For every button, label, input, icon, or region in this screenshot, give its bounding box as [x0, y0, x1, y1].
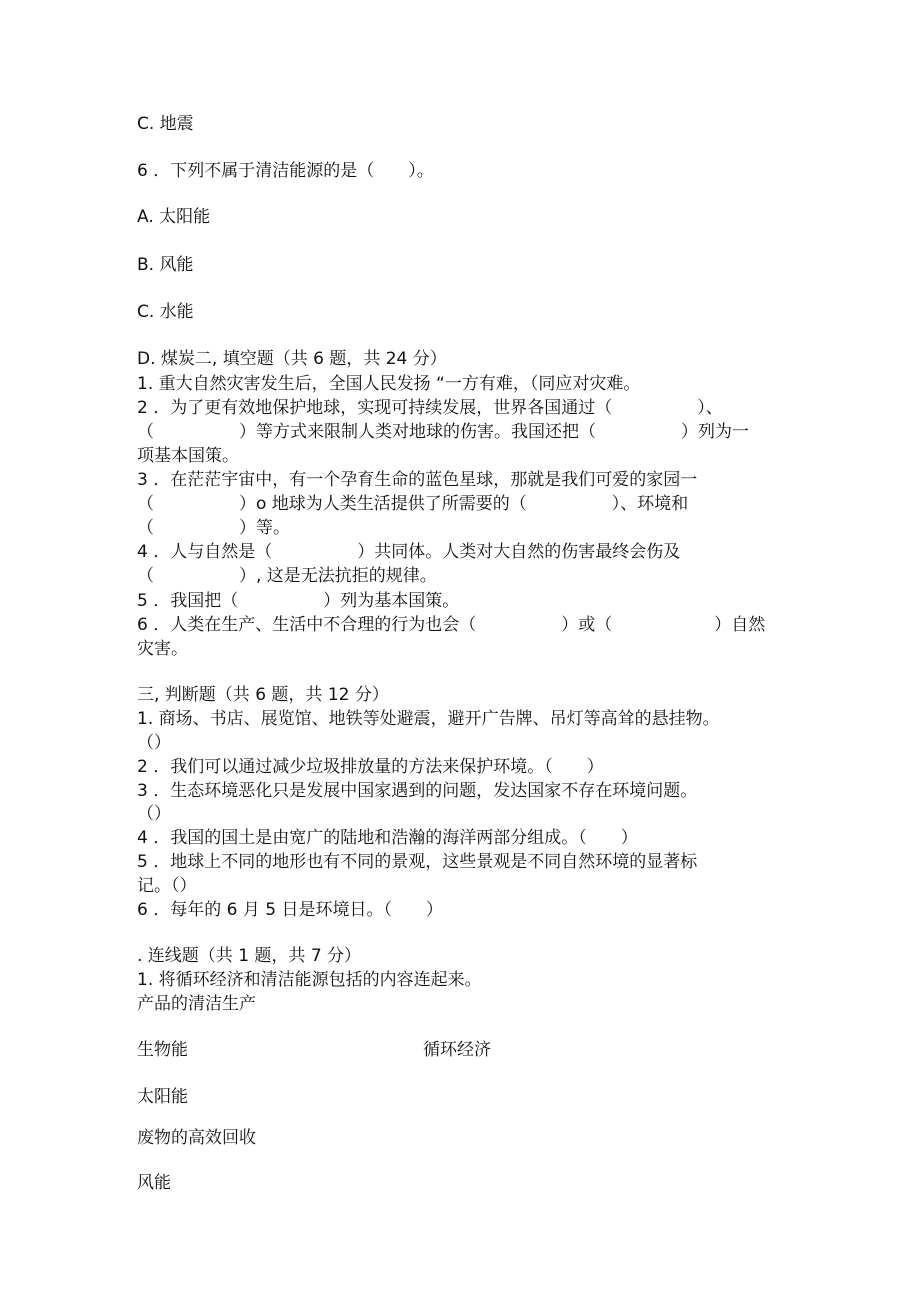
judge-line: 2 ．我们可以通过减少垃圾排放量的方法来保护环境。（ ） [137, 757, 604, 777]
matching-instruction: 1. 将循环经济和清洁能源包括的内容连起来。 [137, 970, 482, 990]
fill-line: （ ）等。 [137, 518, 290, 538]
fill-line: （ ）等方式来限制人类对地球的伤害。我国还把（ ）列为一 [137, 422, 749, 442]
q6-stem: 6 ．下列不属于清洁能源的是（ ）。 [137, 161, 434, 181]
fill-line: 4 ．人与自然是（ ）共同体。人类对大自然的伤害最终会伤及 [137, 542, 681, 562]
fill-line: 项基本国策。 [137, 446, 239, 466]
option-c-earthquake: C. 地震 [137, 114, 194, 134]
matching-left-item: 产品的清洁生产 [137, 994, 256, 1014]
fill-line: 6 ．人类在生产、生活中不合理的行为也会（ ）或（ ）自然 [137, 615, 766, 635]
judge-line: 6 ．每年的 6 月 5 日是环境日。（ ） [137, 900, 443, 920]
fill-line: 3 ．在茫茫宇宙中，有一个孕育生命的蓝色星球，那就是我们可爱的家园一 [137, 470, 698, 490]
judge-line: 5 ．地球上不同的地形也有不同的景观，这些景观是不同自然环境的显著标 [137, 852, 698, 872]
q6-option-a: A. 太阳能 [137, 207, 211, 227]
fill-line: 5 ．我国把（ ）列为基本国策。 [137, 591, 460, 611]
judge-line: 4 ．我国的国土是由宽广的陆地和浩瀚的海洋两部分组成。（ ） [137, 828, 638, 848]
matching-left-item: 生物能 [137, 1040, 188, 1060]
matching-right-item: 循环经济 [423, 1040, 491, 1060]
judge-line: 记。（） [137, 876, 197, 896]
matching-left-item: 废物的高效回收 [137, 1128, 256, 1148]
judge-line: 3 ．生态环境恶化只是发展中国家遇到的问题，发达国家不存在环境问题。 [137, 781, 698, 801]
q6-option-b: B. 风能 [137, 255, 194, 275]
q6-option-d-and-fill-heading: D. 煤炭二, 填空题（共 6 题，共 24 分） [137, 349, 447, 369]
fill-line: （ ）, 这是无法抗拒的规律。 [137, 566, 437, 586]
judge-line: （） [137, 733, 171, 753]
fill-line: 1. 重大自然灾害发生后，全国人民发扬 “一方有难，（同应对灾难。 [137, 374, 641, 394]
judge-line: （） [137, 804, 171, 824]
q6-option-c: C. 水能 [137, 302, 194, 322]
matching-left-item: 太阳能 [137, 1087, 188, 1107]
matching-left-item: 风能 [137, 1173, 171, 1193]
judge-heading: 三, 判断题（共 6 题，共 12 分） [137, 685, 389, 705]
judge-line: 1. 商场、书店、展览馆、地铁等处避震，避开广告牌、吊灯等高耸的悬挂物。 [137, 709, 720, 729]
fill-line: 灾害。 [137, 639, 188, 659]
matching-heading: . 连线题（共 1 题，共 7 分） [137, 946, 362, 966]
fill-line: 2 ．为了更有效地保护地球，实现可持续发展，世界各国通过（ ）、 [137, 398, 723, 418]
fill-line: （ ）o 地球为人类生活提供了所需要的（ ）、环境和 [137, 494, 689, 514]
